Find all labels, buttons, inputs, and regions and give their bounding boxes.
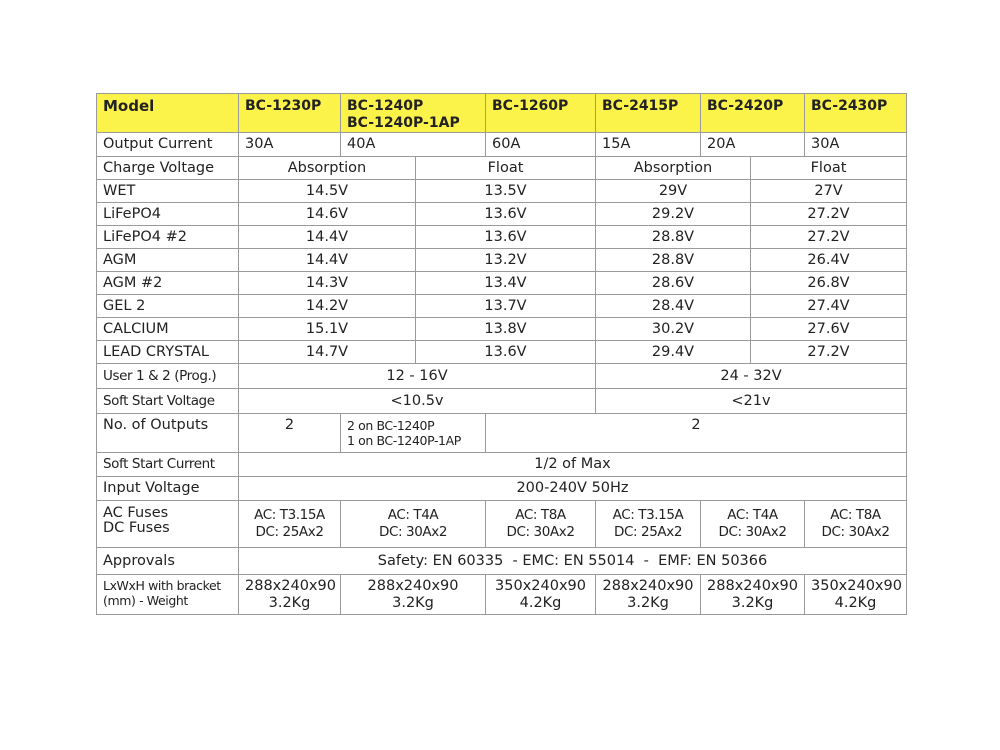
ac-fuse: AC: T4A	[387, 507, 439, 523]
voltage-cell: 27V	[751, 180, 907, 203]
voltage-cell: 28.4V	[596, 295, 751, 318]
dimension-weight: 3.2Kg	[731, 594, 774, 611]
row-label: Charge Voltage	[97, 157, 239, 180]
row-label: Output Current	[97, 133, 239, 157]
voltage-cell: 27.2V	[751, 203, 907, 226]
fuse-cell	[239, 501, 341, 548]
fuse-cell	[486, 501, 596, 548]
ac-fuses-label: AC Fuses	[103, 505, 169, 521]
dimension-cell	[701, 575, 805, 615]
output-current-cell: 20A	[701, 133, 805, 157]
model-bc-2415p: BC-2415P	[596, 94, 701, 133]
voltage-cell: 13.4V	[416, 272, 596, 295]
dc-fuse: DC: 30Ax2	[378, 524, 448, 540]
header-label: Model	[97, 94, 239, 133]
row-label: CALCIUM	[97, 318, 239, 341]
ac-fuse: AC: T3.15A	[612, 507, 684, 523]
voltage-cell: 29.2V	[596, 203, 751, 226]
voltage-cell: 26.8V	[751, 272, 907, 295]
output-current-cell: 30A	[805, 133, 907, 157]
battery-row-calcium	[97, 318, 907, 341]
model-bc-1260p: BC-1260P	[486, 94, 596, 133]
row-label: AGM	[97, 249, 239, 272]
fuse-cell	[596, 501, 701, 548]
voltage-cell: 13.8V	[416, 318, 596, 341]
voltage-cell: 28.6V	[596, 272, 751, 295]
voltage-cell: 27.4V	[751, 295, 907, 318]
battery-row-gel-2	[97, 295, 907, 318]
model-bc-1240p	[341, 94, 486, 133]
approvals-row	[97, 548, 907, 575]
dc-fuse: DC: 30Ax2	[506, 524, 575, 540]
voltage-cell: 13.6V	[416, 203, 596, 226]
charge-voltage-row	[97, 157, 907, 180]
row-label: User 1 & 2 (Prog.)	[97, 364, 239, 389]
model-bc-1240p-line2: BC-1240P-1AP	[347, 115, 460, 131]
voltage-cell: 15.1V	[239, 318, 416, 341]
dimension-weight: 3.2Kg	[627, 594, 669, 611]
voltage-cell: 13.2V	[416, 249, 596, 272]
user-prog-24v: 24 - 32V	[596, 364, 907, 389]
battery-row-agm-2	[97, 272, 907, 295]
soft-start-current-row	[97, 453, 907, 477]
voltage-cell: 29V	[596, 180, 751, 203]
ac-fuse: AC: T8A	[515, 507, 566, 523]
output-current-cell: 15A	[596, 133, 701, 157]
voltage-cell: 13.6V	[416, 226, 596, 249]
row-label: Soft Start Voltage	[97, 389, 239, 414]
dimension-cell	[341, 575, 486, 615]
dimension-weight: 4.2Kg	[834, 594, 877, 611]
outputs-other-models: 2	[486, 414, 907, 453]
voltage-cell: 29.4V	[596, 341, 751, 364]
fuse-cell	[341, 501, 486, 548]
row-label: Soft Start Current	[97, 453, 239, 477]
voltage-cell: 14.2V	[239, 295, 416, 318]
row-label: WET	[97, 180, 239, 203]
dimension-size: 350x240x90	[495, 577, 586, 594]
dimensions-label	[97, 575, 239, 615]
battery-row-lifepo4	[97, 203, 907, 226]
fuses-label	[97, 501, 239, 548]
outputs-row	[97, 414, 907, 453]
model-bc-1240p-line1: BC-1240P	[347, 98, 424, 114]
battery-row-agm	[97, 249, 907, 272]
row-label: LEAD CRYSTAL	[97, 341, 239, 364]
dimension-weight: 4.2Kg	[519, 594, 562, 611]
dc-fuse: DC: 30Ax2	[718, 524, 787, 540]
voltage-cell: 27.2V	[751, 341, 907, 364]
voltage-cell: 14.4V	[239, 226, 416, 249]
ac-fuse: AC: T8A	[830, 507, 881, 523]
fuse-cell	[805, 501, 907, 548]
float-12v-header: Float	[416, 157, 596, 180]
voltage-cell: 14.4V	[239, 249, 416, 272]
voltage-cell: 28.8V	[596, 226, 751, 249]
voltage-cell: 14.7V	[239, 341, 416, 364]
dc-fuse: DC: 25Ax2	[255, 524, 324, 540]
battery-row-wet	[97, 180, 907, 203]
soft-start-voltage-24v: <21v	[596, 389, 907, 414]
outputs-bc-1240p	[341, 414, 486, 453]
voltage-cell: 13.5V	[416, 180, 596, 203]
voltage-cell: 27.2V	[751, 226, 907, 249]
row-label: LiFePO4	[97, 203, 239, 226]
user-prog-row	[97, 364, 907, 389]
row-label: No. of Outputs	[97, 414, 239, 453]
spec-table	[96, 93, 907, 615]
row-label: Input Voltage	[97, 477, 239, 501]
dimension-size: 288x240x90	[602, 577, 694, 594]
output-current-row	[97, 133, 907, 157]
voltage-cell: 13.7V	[416, 295, 596, 318]
absorption-12v-header: Absorption	[239, 157, 416, 180]
dimension-size: 350x240x90	[811, 577, 902, 594]
outputs-bc-1240p-line1: 2 on BC-1240P	[347, 418, 435, 433]
voltage-cell: 14.5V	[239, 180, 416, 203]
output-current-cell: 30A	[239, 133, 341, 157]
input-voltage-value: 200-240V 50Hz	[239, 477, 907, 501]
battery-row-lifepo4-2	[97, 226, 907, 249]
dimension-size: 288x240x90	[367, 577, 459, 594]
outputs-bc-1240p-line2: 1 on BC-1240P-1AP	[347, 433, 461, 448]
dimension-cell	[596, 575, 701, 615]
output-current-cell: 40A	[341, 133, 486, 157]
row-label: GEL 2	[97, 295, 239, 318]
dc-fuses-label: DC Fuses	[103, 520, 170, 536]
outputs-bc-1230p: 2	[239, 414, 341, 453]
row-label: LiFePO4 #2	[97, 226, 239, 249]
input-voltage-row	[97, 477, 907, 501]
dimensions-row	[97, 575, 907, 615]
soft-start-voltage-row	[97, 389, 907, 414]
dimensions-label-line1: LxWxH with bracket	[103, 578, 221, 593]
fuse-cell	[701, 501, 805, 548]
dimension-cell	[239, 575, 341, 615]
fuses-row	[97, 501, 907, 548]
model-bc-2420p: BC-2420P	[701, 94, 805, 133]
voltage-cell: 30.2V	[596, 318, 751, 341]
approvals-value: Safety: EN 60335 - EMC: EN 55014 - EMF: EN 50366	[239, 548, 907, 575]
soft-start-voltage-12v: <10.5v	[239, 389, 596, 414]
dimension-size: 288x240x90	[245, 577, 336, 594]
float-24v-header: Float	[751, 157, 907, 180]
voltage-cell: 27.6V	[751, 318, 907, 341]
absorption-24v-header: Absorption	[596, 157, 751, 180]
dc-fuse: DC: 30Ax2	[821, 524, 890, 540]
battery-row-lead-crystal	[97, 341, 907, 364]
dimension-cell	[486, 575, 596, 615]
dimension-size: 288x240x90	[707, 577, 798, 594]
row-label: Approvals	[97, 548, 239, 575]
voltage-cell: 13.6V	[416, 341, 596, 364]
voltage-cell: 14.3V	[239, 272, 416, 295]
voltage-cell: 14.6V	[239, 203, 416, 226]
header-row	[97, 94, 907, 133]
model-bc-1230p: BC-1230P	[239, 94, 341, 133]
user-prog-12v: 12 - 16V	[239, 364, 596, 389]
dimension-weight: 3.2Kg	[268, 594, 311, 611]
ac-fuse: AC: T4A	[727, 507, 778, 523]
dimensions-label-line2: (mm) - Weight	[103, 593, 188, 608]
model-bc-2430p: BC-2430P	[805, 94, 907, 133]
voltage-cell: 26.4V	[751, 249, 907, 272]
soft-start-current-value: 1/2 of Max	[239, 453, 907, 477]
dc-fuse: DC: 25Ax2	[613, 524, 683, 540]
voltage-cell: 28.8V	[596, 249, 751, 272]
dimension-weight: 3.2Kg	[392, 594, 434, 611]
row-label: AGM #2	[97, 272, 239, 295]
ac-fuse: AC: T3.15A	[254, 507, 325, 523]
output-current-cell: 60A	[486, 133, 596, 157]
dimension-cell	[805, 575, 907, 615]
